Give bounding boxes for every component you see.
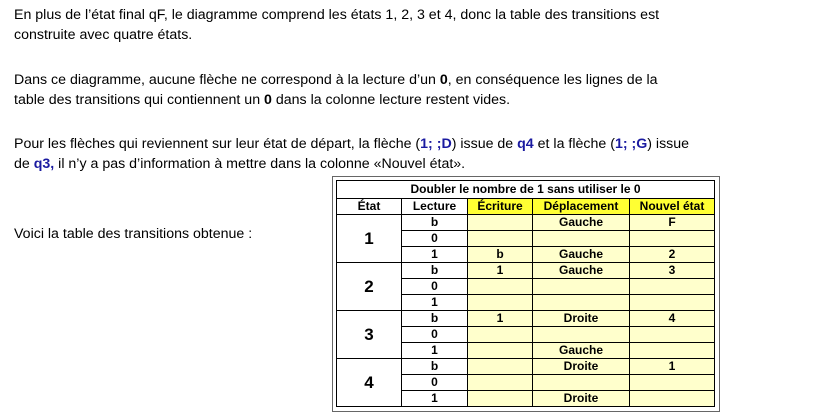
cell-ecriture (468, 327, 533, 343)
cell-lecture: 0 (402, 375, 468, 391)
cell-lecture: 1 (402, 295, 468, 311)
cell-deplacement: Gauche (533, 215, 630, 231)
cell-ecriture (468, 391, 533, 407)
cell-deplacement: Gauche (533, 263, 630, 279)
cell-ecriture (468, 375, 533, 391)
cell-ecriture (468, 359, 533, 375)
header-deplacement: Déplacement (533, 199, 630, 215)
paragraph-loop-arrows (14, 134, 689, 174)
bold-zero: 0 (264, 92, 272, 108)
cell-lecture: 1 (402, 247, 468, 263)
cell-lecture: 0 (402, 327, 468, 343)
paragraph-line: construite avec quatre états. (14, 27, 193, 43)
table-row (337, 311, 715, 327)
cell-lecture: b (402, 311, 468, 327)
cell-lecture: 0 (402, 279, 468, 295)
cell-ecriture (468, 295, 533, 311)
cell-nouvel-etat (630, 391, 715, 407)
header-ecriture: Écriture (468, 199, 533, 215)
cell-deplacement: Gauche (533, 343, 630, 359)
cell-nouvel-etat (630, 343, 715, 359)
transition-label: 1; ;D (420, 136, 452, 152)
cell-nouvel-etat (630, 231, 715, 247)
paragraph-line (14, 70, 658, 90)
cell-etat: 2 (337, 263, 402, 311)
cell-ecriture (468, 231, 533, 247)
text-span: de (14, 156, 34, 172)
cell-nouvel-etat: 3 (630, 263, 715, 279)
paragraph-line (14, 90, 658, 110)
cell-ecriture (468, 215, 533, 231)
cell-nouvel-etat (630, 327, 715, 343)
cell-ecriture (468, 279, 533, 295)
cell-nouvel-etat: 4 (630, 311, 715, 327)
table-row (337, 263, 715, 279)
cell-deplacement: Droite (533, 391, 630, 407)
cell-deplacement (533, 327, 630, 343)
cell-deplacement: Droite (533, 359, 630, 375)
text-span: ) issue de (451, 136, 518, 152)
cell-ecriture: 1 (468, 263, 533, 279)
text-span: ) issue (647, 136, 690, 152)
cell-deplacement (533, 375, 630, 391)
cell-nouvel-etat: 2 (630, 247, 715, 263)
cell-deplacement (533, 295, 630, 311)
cell-nouvel-etat (630, 295, 715, 311)
cell-deplacement: Gauche (533, 247, 630, 263)
cell-ecriture: b (468, 247, 533, 263)
cell-nouvel-etat (630, 375, 715, 391)
transition-table (336, 180, 715, 407)
state-label: q3, (33, 156, 55, 172)
paragraph-line (14, 134, 689, 154)
table-body (337, 215, 715, 407)
cell-lecture: 0 (402, 231, 468, 247)
header-lecture: Lecture (402, 199, 468, 215)
table-row (337, 215, 715, 231)
cell-etat: 1 (337, 215, 402, 263)
state-label: q4 (517, 136, 534, 152)
bold-zero: 0 (439, 72, 448, 88)
cell-deplacement (533, 231, 630, 247)
cell-ecriture: 1 (468, 311, 533, 327)
paragraph-table-intro: Voici la table des transitions obtenue : (14, 226, 253, 242)
text-span: Pour les flèches qui reviennent sur leur état de départ, la flèche ( (14, 136, 421, 152)
text-span: , en conséquence les lignes de la (447, 72, 658, 88)
cell-etat: 4 (337, 359, 402, 407)
table-title: Doubler le nombre de 1 sans utiliser le 0 (337, 181, 715, 199)
paragraph-final-state (14, 5, 659, 45)
paragraph-line (14, 154, 689, 174)
text-span: il n’y a pas d’information à mettre dans la colonne «Nouvel état». (54, 156, 466, 172)
header-nouvel-etat: Nouvel état (630, 199, 715, 215)
cell-deplacement: Droite (533, 311, 630, 327)
table-row (337, 359, 715, 375)
cell-nouvel-etat: F (630, 215, 715, 231)
cell-lecture: 1 (402, 343, 468, 359)
text-span: dans la colonne lecture restent vides. (271, 92, 511, 108)
cell-nouvel-etat (630, 279, 715, 295)
transition-label: 1; ;G (614, 136, 648, 152)
cell-lecture: b (402, 263, 468, 279)
header-etat: État (337, 199, 402, 215)
text-span: Dans ce diagramme, aucune flèche ne correspond à la lecture d’un (14, 72, 440, 88)
cell-lecture: b (402, 359, 468, 375)
paragraph-line: En plus de l’état final qF, le diagramme comprend les états 1, 2, 3 et 4, donc la table des transitions est (14, 7, 660, 23)
cell-nouvel-etat: 1 (630, 359, 715, 375)
cell-deplacement (533, 279, 630, 295)
cell-lecture: b (402, 215, 468, 231)
cell-ecriture (468, 343, 533, 359)
cell-etat: 3 (337, 311, 402, 359)
paragraph-zero-reading (14, 70, 658, 110)
text-span: table des transitions qui contiennent un (14, 92, 265, 108)
text-span: et la flèche ( (533, 136, 615, 152)
cell-lecture: 1 (402, 391, 468, 407)
